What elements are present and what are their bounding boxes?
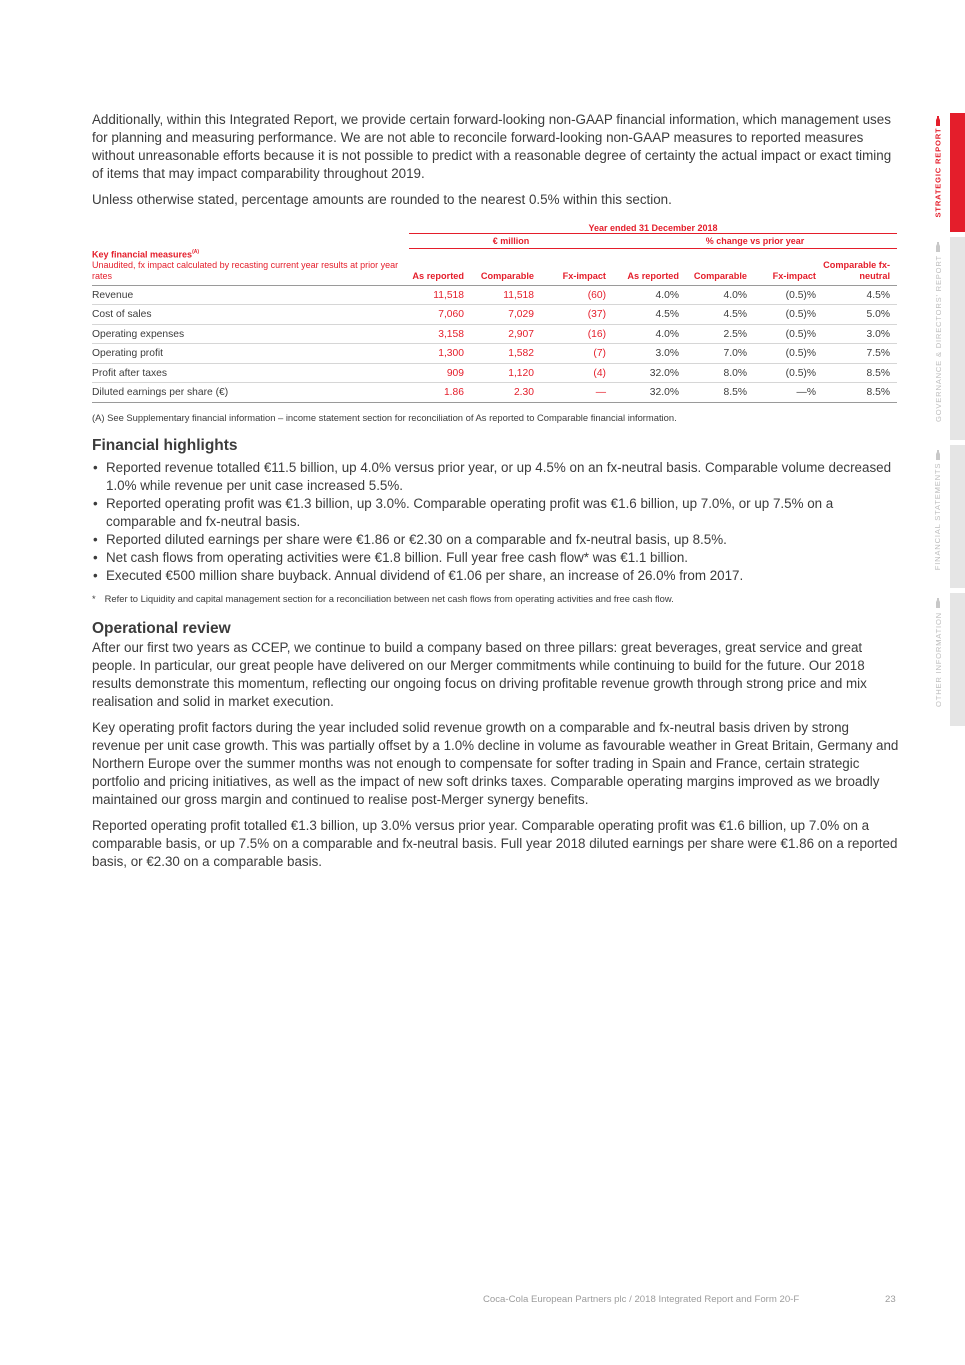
table-cell: (0.5)% bbox=[754, 285, 823, 305]
column-header-row bbox=[92, 249, 897, 286]
nav-tab-bar bbox=[950, 593, 965, 726]
nav-tab-financial-statements[interactable] bbox=[929, 445, 965, 588]
table-cell: 1,300 bbox=[409, 344, 471, 364]
row-label: Diluted earnings per share (€) bbox=[92, 383, 409, 403]
asterisk-icon: * bbox=[92, 592, 96, 604]
table-cell: 3,158 bbox=[409, 324, 471, 344]
table-cell: 8.5% bbox=[823, 363, 897, 383]
row-header-cell bbox=[92, 249, 409, 286]
table-cell: (60) bbox=[541, 285, 613, 305]
table-row bbox=[92, 305, 897, 325]
group-header-million: € million bbox=[409, 234, 613, 249]
table-cell: 3.0% bbox=[823, 324, 897, 344]
list-item: • Reported revenue totalled €11.5 billion, up 4.0% versus prior year, or up 4.5% on an fx-neutral basis. Comparable volume decreased 1.0% while revenue per unit case increased 5.5%. bbox=[93, 459, 892, 493]
page-number: 23 bbox=[885, 1294, 896, 1305]
bullet-icon: • bbox=[93, 495, 98, 511]
bullet-icon: • bbox=[93, 549, 98, 565]
table-cell: 1,582 bbox=[471, 344, 541, 364]
table-row bbox=[92, 363, 897, 383]
nav-tab-bar bbox=[950, 445, 965, 588]
table-cell: 32.0% bbox=[613, 383, 686, 403]
table-cell: 3.0% bbox=[613, 344, 686, 364]
year-header: Year ended 31 December 2018 bbox=[409, 217, 897, 234]
operational-paragraph-2: Key operating profit factors during the year included solid revenue growth on a comparable and fx-neutral basis driven by strong revenue per unit case growth. This was partially offset by a 1.0% decline in volume as favourable weather in Great Britain, Germany and Northern Europe over the summer months was not enough to compensate for softer trading in Spain and France, certain strategic portfolio and pricing initiatives, as well as the impact of new soft drinks taxes. Comparable operating margins improved as we broadly maintained our gross margin and continued to realise post-Merger synergy benefits. bbox=[92, 719, 899, 807]
row-header-subtitle: Unaudited, fx impact calculated by recasting current year results at prior year rates bbox=[92, 259, 399, 281]
bottle-icon bbox=[933, 116, 943, 126]
nav-tab-label: OTHER INFORMATION bbox=[933, 612, 943, 707]
table-cell: (4) bbox=[541, 363, 613, 383]
table-cell: 909 bbox=[409, 363, 471, 383]
table-cell: 11,518 bbox=[409, 285, 471, 305]
col-as-reported-million: As reported bbox=[409, 249, 471, 286]
bottle-icon bbox=[933, 450, 943, 460]
list-item: • Reported operating profit was €1.3 billion, up 3.0%. Comparable operating profit was €1.6 billion, up 7.0%, or up 7.5% on a comparable and fx-neutral basis. bbox=[93, 495, 834, 529]
financial-highlights-heading: Financial highlights bbox=[92, 436, 238, 454]
nav-tab-bar-active bbox=[950, 113, 965, 232]
operational-paragraph-1: After our first two years as CCEP, we continue to build a company based on three pillars: great beverages, great service and great people. In particular, our great people have delivered on our Merger commitments while continuing to build for the future. Our 2018 results demonstrate this momentum, reflecting our ongoing focus on driving profitable revenue growth through strong price and mix realisation and solid in market execution. bbox=[92, 639, 867, 709]
col-comparable-million: Comparable bbox=[471, 249, 541, 286]
col-comparable-pct: Comparable bbox=[686, 249, 754, 286]
row-label: Operating profit bbox=[92, 344, 409, 364]
table-cell: 8.0% bbox=[686, 363, 754, 383]
nav-tab-governance[interactable] bbox=[929, 237, 965, 440]
table-cell: — bbox=[541, 383, 613, 403]
table-cell: (0.5)% bbox=[754, 344, 823, 364]
nav-tab-bar bbox=[950, 237, 965, 440]
table-cell: (16) bbox=[541, 324, 613, 344]
table-cell: 32.0% bbox=[613, 363, 686, 383]
col-fx-impact-pct: Fx-impact bbox=[754, 249, 823, 286]
bottle-icon bbox=[933, 598, 943, 608]
table-cell: 7,029 bbox=[471, 305, 541, 325]
main-content bbox=[92, 111, 900, 879]
nav-tab-other-information[interactable] bbox=[929, 593, 965, 726]
table-cell: 7.5% bbox=[823, 344, 897, 364]
col-comparable-fx-neutral: Comparable fx-neutral bbox=[823, 249, 897, 286]
table-cell: 5.0% bbox=[823, 305, 897, 325]
table-cell: 7.0% bbox=[686, 344, 754, 364]
table-cell: (0.5)% bbox=[754, 324, 823, 344]
table-cell: 7,060 bbox=[409, 305, 471, 325]
bullet-icon: • bbox=[93, 531, 98, 547]
intro-paragraph-1: Additionally, within this Integrated Report, we provide certain forward-looking non-GAAP financial information, which management uses for planning and measuring performance. We are not able to reconcile forward-looking non-GAAP measures to reported measures without unreasonable efforts because it is not possible to predict with a reasonable degree of certainty the actual impact or exact timing of items that may impact comparability throughout 2019. bbox=[92, 112, 892, 181]
operational-paragraph-3: Reported operating profit totalled €1.3 billion, up 3.0% versus prior year. Comparable operating profit was €1.6 billion, up 7.0% on a comparable basis, or up 7.5% on a comparable and fx-neutral basis. Full year 2018 diluted earnings per share were €1.86 on a reported basis, or €2.30 on a comparable basis. bbox=[92, 817, 898, 869]
nav-tab-label: GOVERNANCE & DIRECTORS' REPORT bbox=[933, 255, 943, 422]
col-as-reported-pct: As reported bbox=[613, 249, 686, 286]
page-footer: Coca-Cola European Partners plc / 2018 Integrated Report and Form 20-F bbox=[483, 1294, 800, 1305]
operational-review-heading: Operational review bbox=[92, 619, 231, 637]
table-cell: 8.5% bbox=[823, 383, 897, 403]
row-header-title: Key financial measures$^{(A)}$ bbox=[92, 248, 200, 259]
key-financial-measures-table bbox=[92, 217, 897, 423]
table-cell: —% bbox=[754, 383, 823, 403]
table-cell: 1,120 bbox=[471, 363, 541, 383]
free-cash-flow-note: * Refer to Liquidity and capital management section for a reconciliation between net cash flows from operating activities and free cash flow. bbox=[92, 592, 674, 604]
nav-tab-label: STRATEGIC REPORT bbox=[933, 127, 943, 218]
table-row bbox=[92, 344, 897, 364]
row-header-sup: (A) bbox=[192, 248, 200, 255]
table-cell: 4.0% bbox=[686, 285, 754, 305]
table-cell: 4.5% bbox=[686, 305, 754, 325]
table-row bbox=[92, 285, 897, 305]
row-label: Cost of sales bbox=[92, 305, 409, 325]
list-item: • Reported diluted earnings per share were €1.86 or €2.30 on a comparable and fx-neutral basis, up 8.5%. bbox=[93, 531, 727, 547]
table-cell: 4.5% bbox=[613, 305, 686, 325]
table-cell: 11,518 bbox=[471, 285, 541, 305]
nav-tab-label: FINANCIAL STATEMENTS bbox=[933, 462, 943, 571]
financial-highlights-list bbox=[92, 459, 900, 585]
table-cell: (0.5)% bbox=[754, 363, 823, 383]
table-footnote: (A) See Supplementary financial information – income statement section for reconciliation of As reported to Comparable financial information. bbox=[92, 411, 677, 423]
table-cell: 2,907 bbox=[471, 324, 541, 344]
table-cell: (37) bbox=[541, 305, 613, 325]
intro-paragraph-2: Unless otherwise stated, percentage amounts are rounded to the nearest 0.5% within this section. bbox=[92, 192, 672, 207]
section-nav-sidebar bbox=[929, 113, 965, 726]
bullet-icon: • bbox=[93, 459, 98, 475]
table-cell: (7) bbox=[541, 344, 613, 364]
table-cell: 2.5% bbox=[686, 324, 754, 344]
table-cell: 4.5% bbox=[823, 285, 897, 305]
row-label: Operating expenses bbox=[92, 324, 409, 344]
table-cell: 8.5% bbox=[686, 383, 754, 403]
list-item: • Executed €500 million share buyback. Annual dividend of €1.06 per share, an increase of 26.0% from 2017. bbox=[93, 567, 744, 583]
row-label: Revenue bbox=[92, 285, 409, 305]
table-cell: 4.0% bbox=[613, 324, 686, 344]
bullet-icon: • bbox=[93, 567, 98, 583]
row-label: Profit after taxes bbox=[92, 363, 409, 383]
nav-tab-strategic-report[interactable] bbox=[929, 113, 965, 232]
table-row bbox=[92, 383, 897, 403]
col-fx-impact-million: Fx-impact bbox=[541, 249, 613, 286]
table-cell: (0.5)% bbox=[754, 305, 823, 325]
group-header-pct-change: % change vs prior year bbox=[613, 234, 897, 249]
bottle-icon bbox=[933, 242, 943, 252]
table-cell: 1.86 bbox=[409, 383, 471, 403]
table-cell: 4.0% bbox=[613, 285, 686, 305]
list-item: • Net cash flows from operating activities were €1.8 billion. Full year free cash flow* was €1.1 billion. bbox=[93, 549, 689, 565]
table-row bbox=[92, 324, 897, 344]
table-cell: 2.30 bbox=[471, 383, 541, 403]
